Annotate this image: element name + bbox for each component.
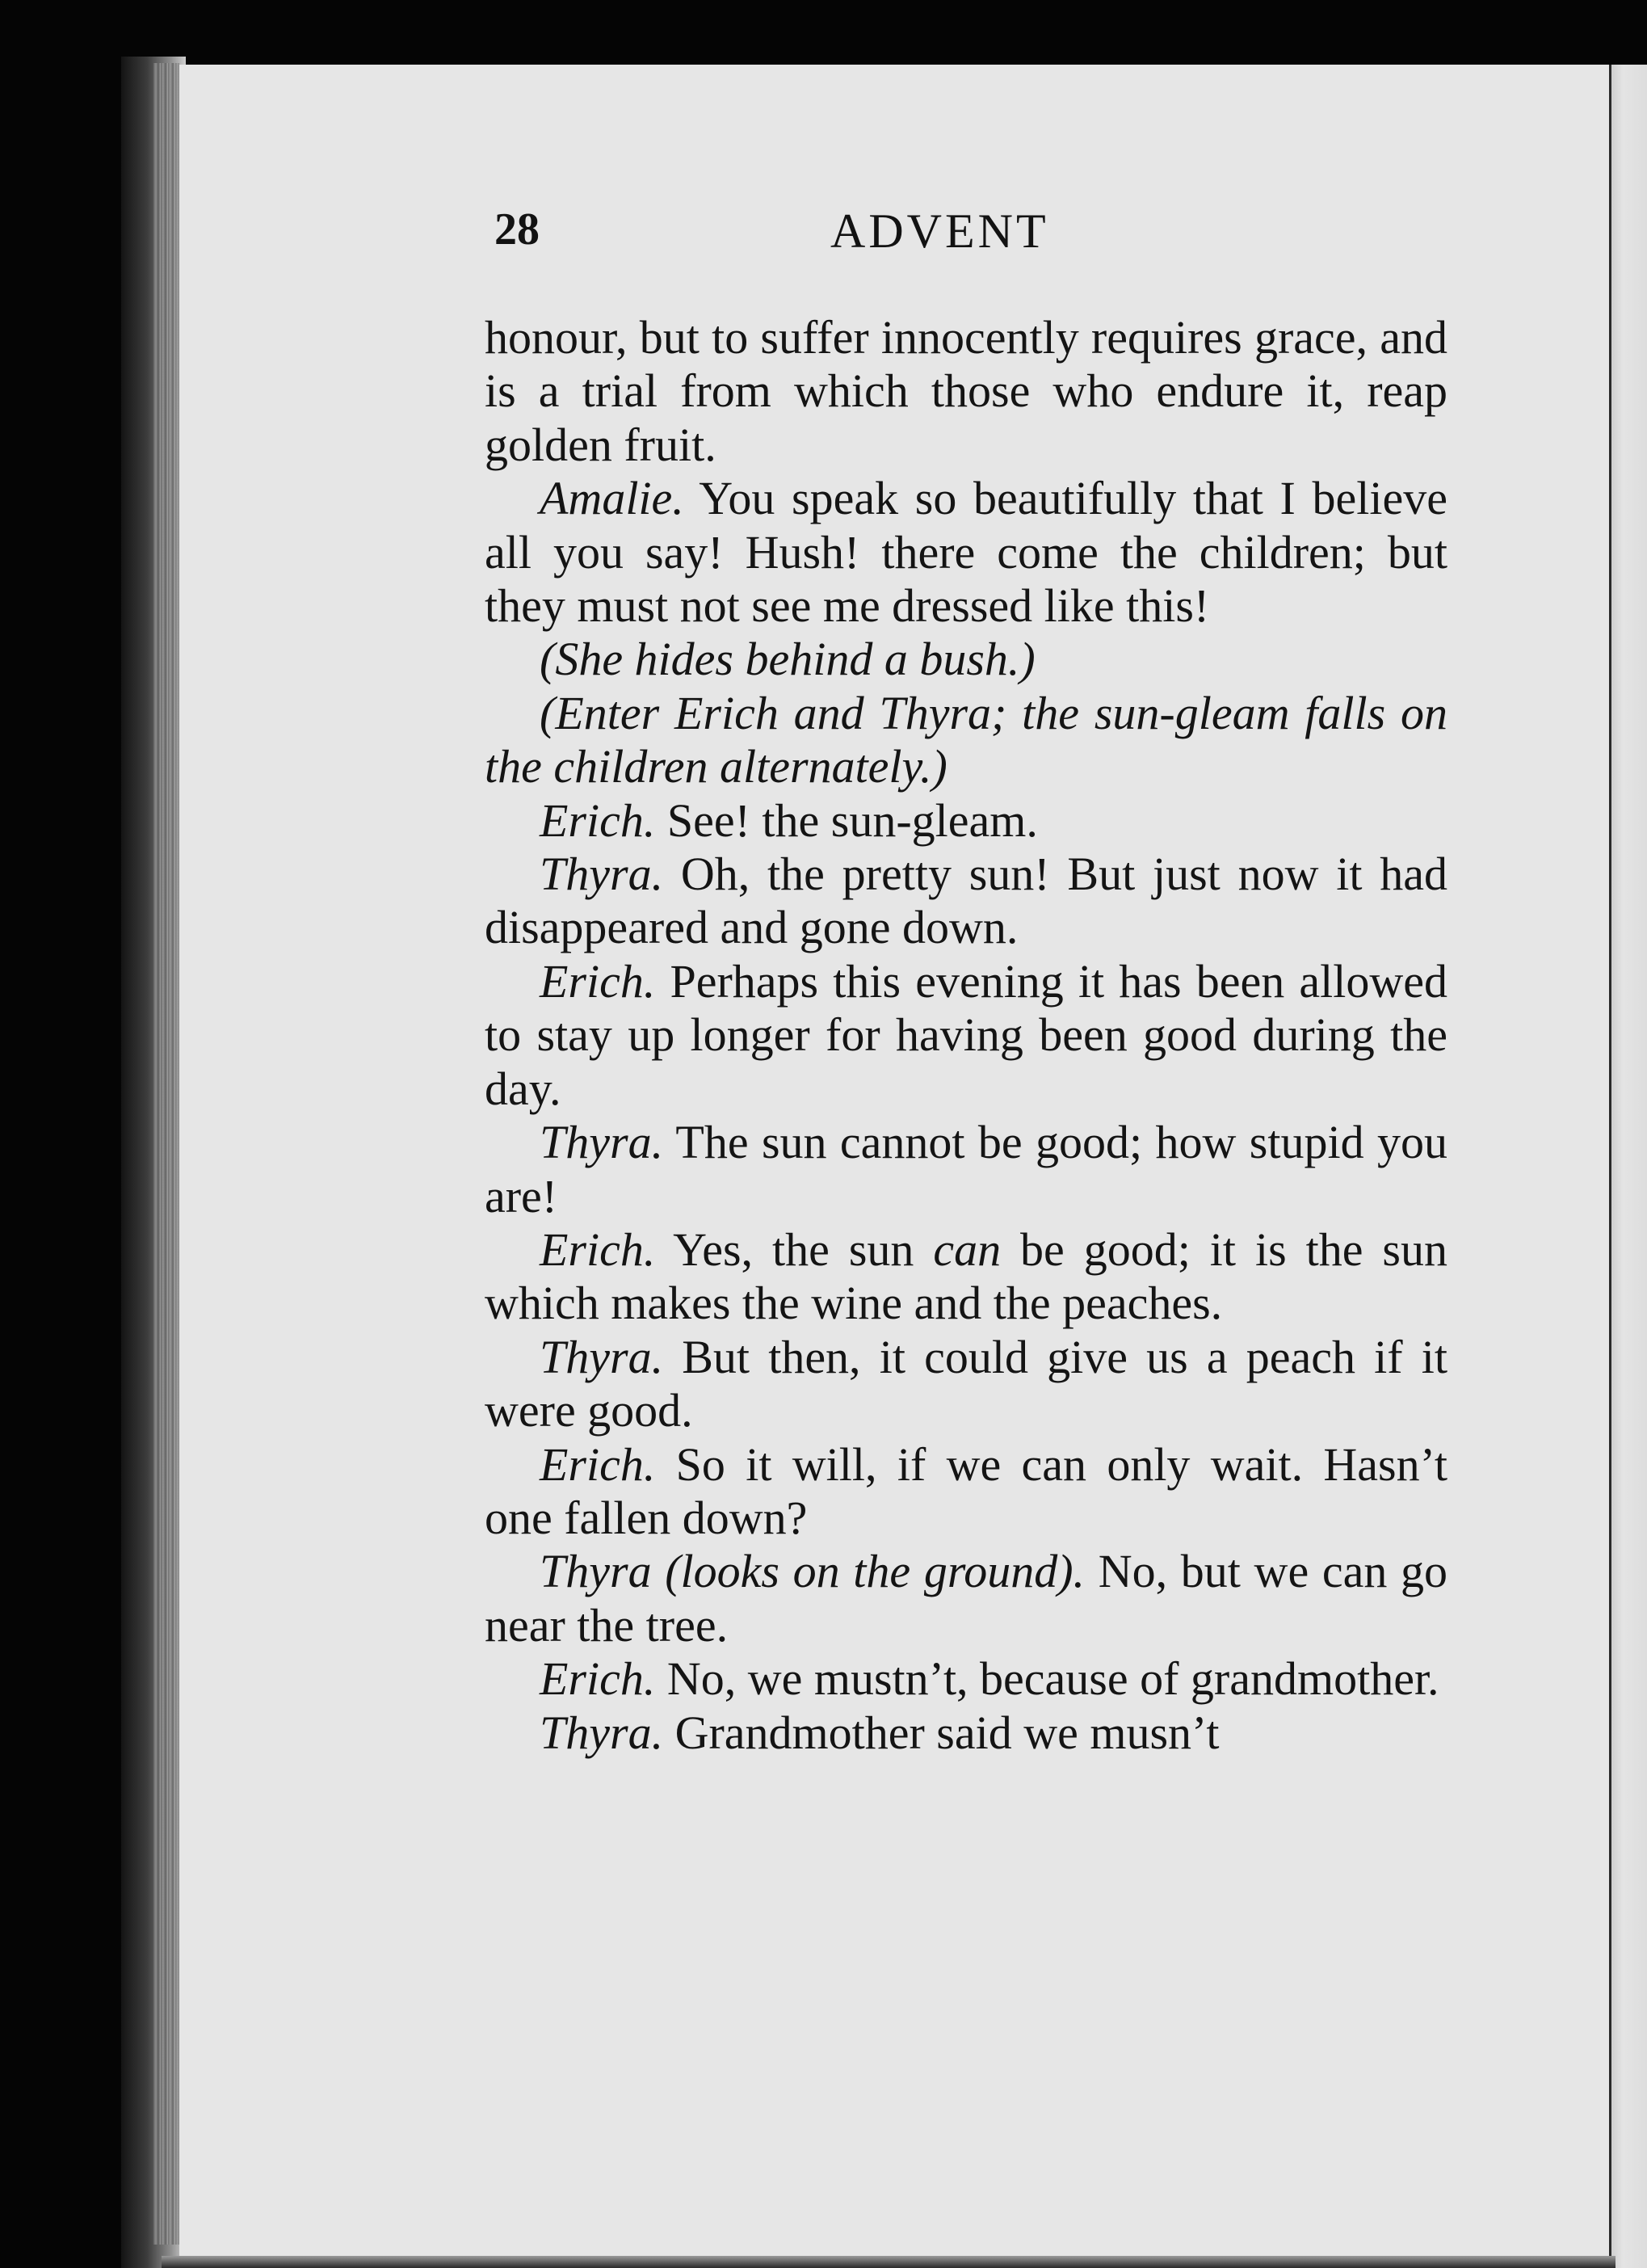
dialogue-text: Grandmother said we musn’t <box>663 1706 1220 1759</box>
speaker-name: Thyra. <box>540 1116 664 1169</box>
dialogue-text: The sun cannot be good; how stupid you are! <box>485 1116 1447 1222</box>
dialogue-text: So it will, if we can only wait. Hasn’t one fallen down? <box>485 1437 1447 1544</box>
dialogue-line <box>485 1545 1447 1652</box>
body-text <box>485 311 1447 1760</box>
running-title: ADVENT <box>830 204 1049 258</box>
dialogue-line <box>485 472 1447 633</box>
facing-page-edge <box>1609 65 1647 2268</box>
dialogue-text: See! the sun-gleam. <box>655 793 1038 847</box>
speaker-name: Thyra. <box>540 1330 664 1383</box>
page-bottom-edge <box>162 2256 1615 2268</box>
speaker-name: Amalie. <box>540 472 684 525</box>
dialogue-line <box>485 794 1447 848</box>
dialogue-text: No, but we can go near the tree. <box>485 1545 1447 1652</box>
dialogue-line <box>485 1438 1447 1546</box>
speaker-name: Erich. <box>540 1222 656 1276</box>
stage-direction-text: (Enter Erich and Thyra; the sun-gleam falls on the children alternately.) <box>485 686 1447 793</box>
dialogue-line <box>485 1652 1447 1706</box>
dialogue-line <box>485 848 1447 955</box>
dialogue-text: You speak so beautifully that I believe all you say! Hush! there come the children; but they must not see me dressed like this! <box>485 472 1447 633</box>
paragraph <box>485 311 1447 472</box>
page-edge <box>153 63 179 2245</box>
speaker-name: Erich. <box>540 954 656 1008</box>
dialogue-line <box>485 1116 1447 1223</box>
dialogue-text: No, we mustn’t, because of grandmother. <box>655 1652 1439 1706</box>
dialogue-text: Perhaps this evening it has been allowed to stay up longer for having been good during the day. <box>485 954 1447 1115</box>
speaker-name: Thyra. <box>540 848 664 901</box>
speaker-name: Thyra (looks on the ground). <box>540 1545 1086 1598</box>
speaker-name: Erich. <box>540 1437 656 1491</box>
stage-direction <box>485 687 1447 794</box>
dialogue-text: Oh, the pretty sun! But just now it had disappeared and gone down. <box>485 848 1447 954</box>
speaker-name: Erich. <box>540 1652 656 1706</box>
speaker-name: Thyra. <box>540 1706 664 1759</box>
paragraph-text: honour, but to suffer innocently requires grace, and is a trial from which those who endure it, reap golden fruit. <box>485 311 1447 471</box>
speaker-name: Erich. <box>540 793 656 847</box>
stage-direction <box>485 633 1447 686</box>
dialogue-text: Yes, the sun <box>655 1222 934 1276</box>
dialogue-line <box>485 955 1447 1116</box>
emphasized-word: can <box>933 1222 1002 1276</box>
dialogue-line <box>485 1223 1447 1331</box>
dialogue-text: be good; it is the sun which makes the wine and the peaches. <box>485 1222 1448 1330</box>
dialogue-text: But then, it could give us a peach if it were good. <box>485 1330 1447 1437</box>
stage-direction-text: (She hides behind a bush.) <box>540 633 1036 686</box>
page-number: 28 <box>494 204 540 255</box>
dialogue-line <box>485 1331 1447 1438</box>
dialogue-line <box>485 1706 1447 1760</box>
